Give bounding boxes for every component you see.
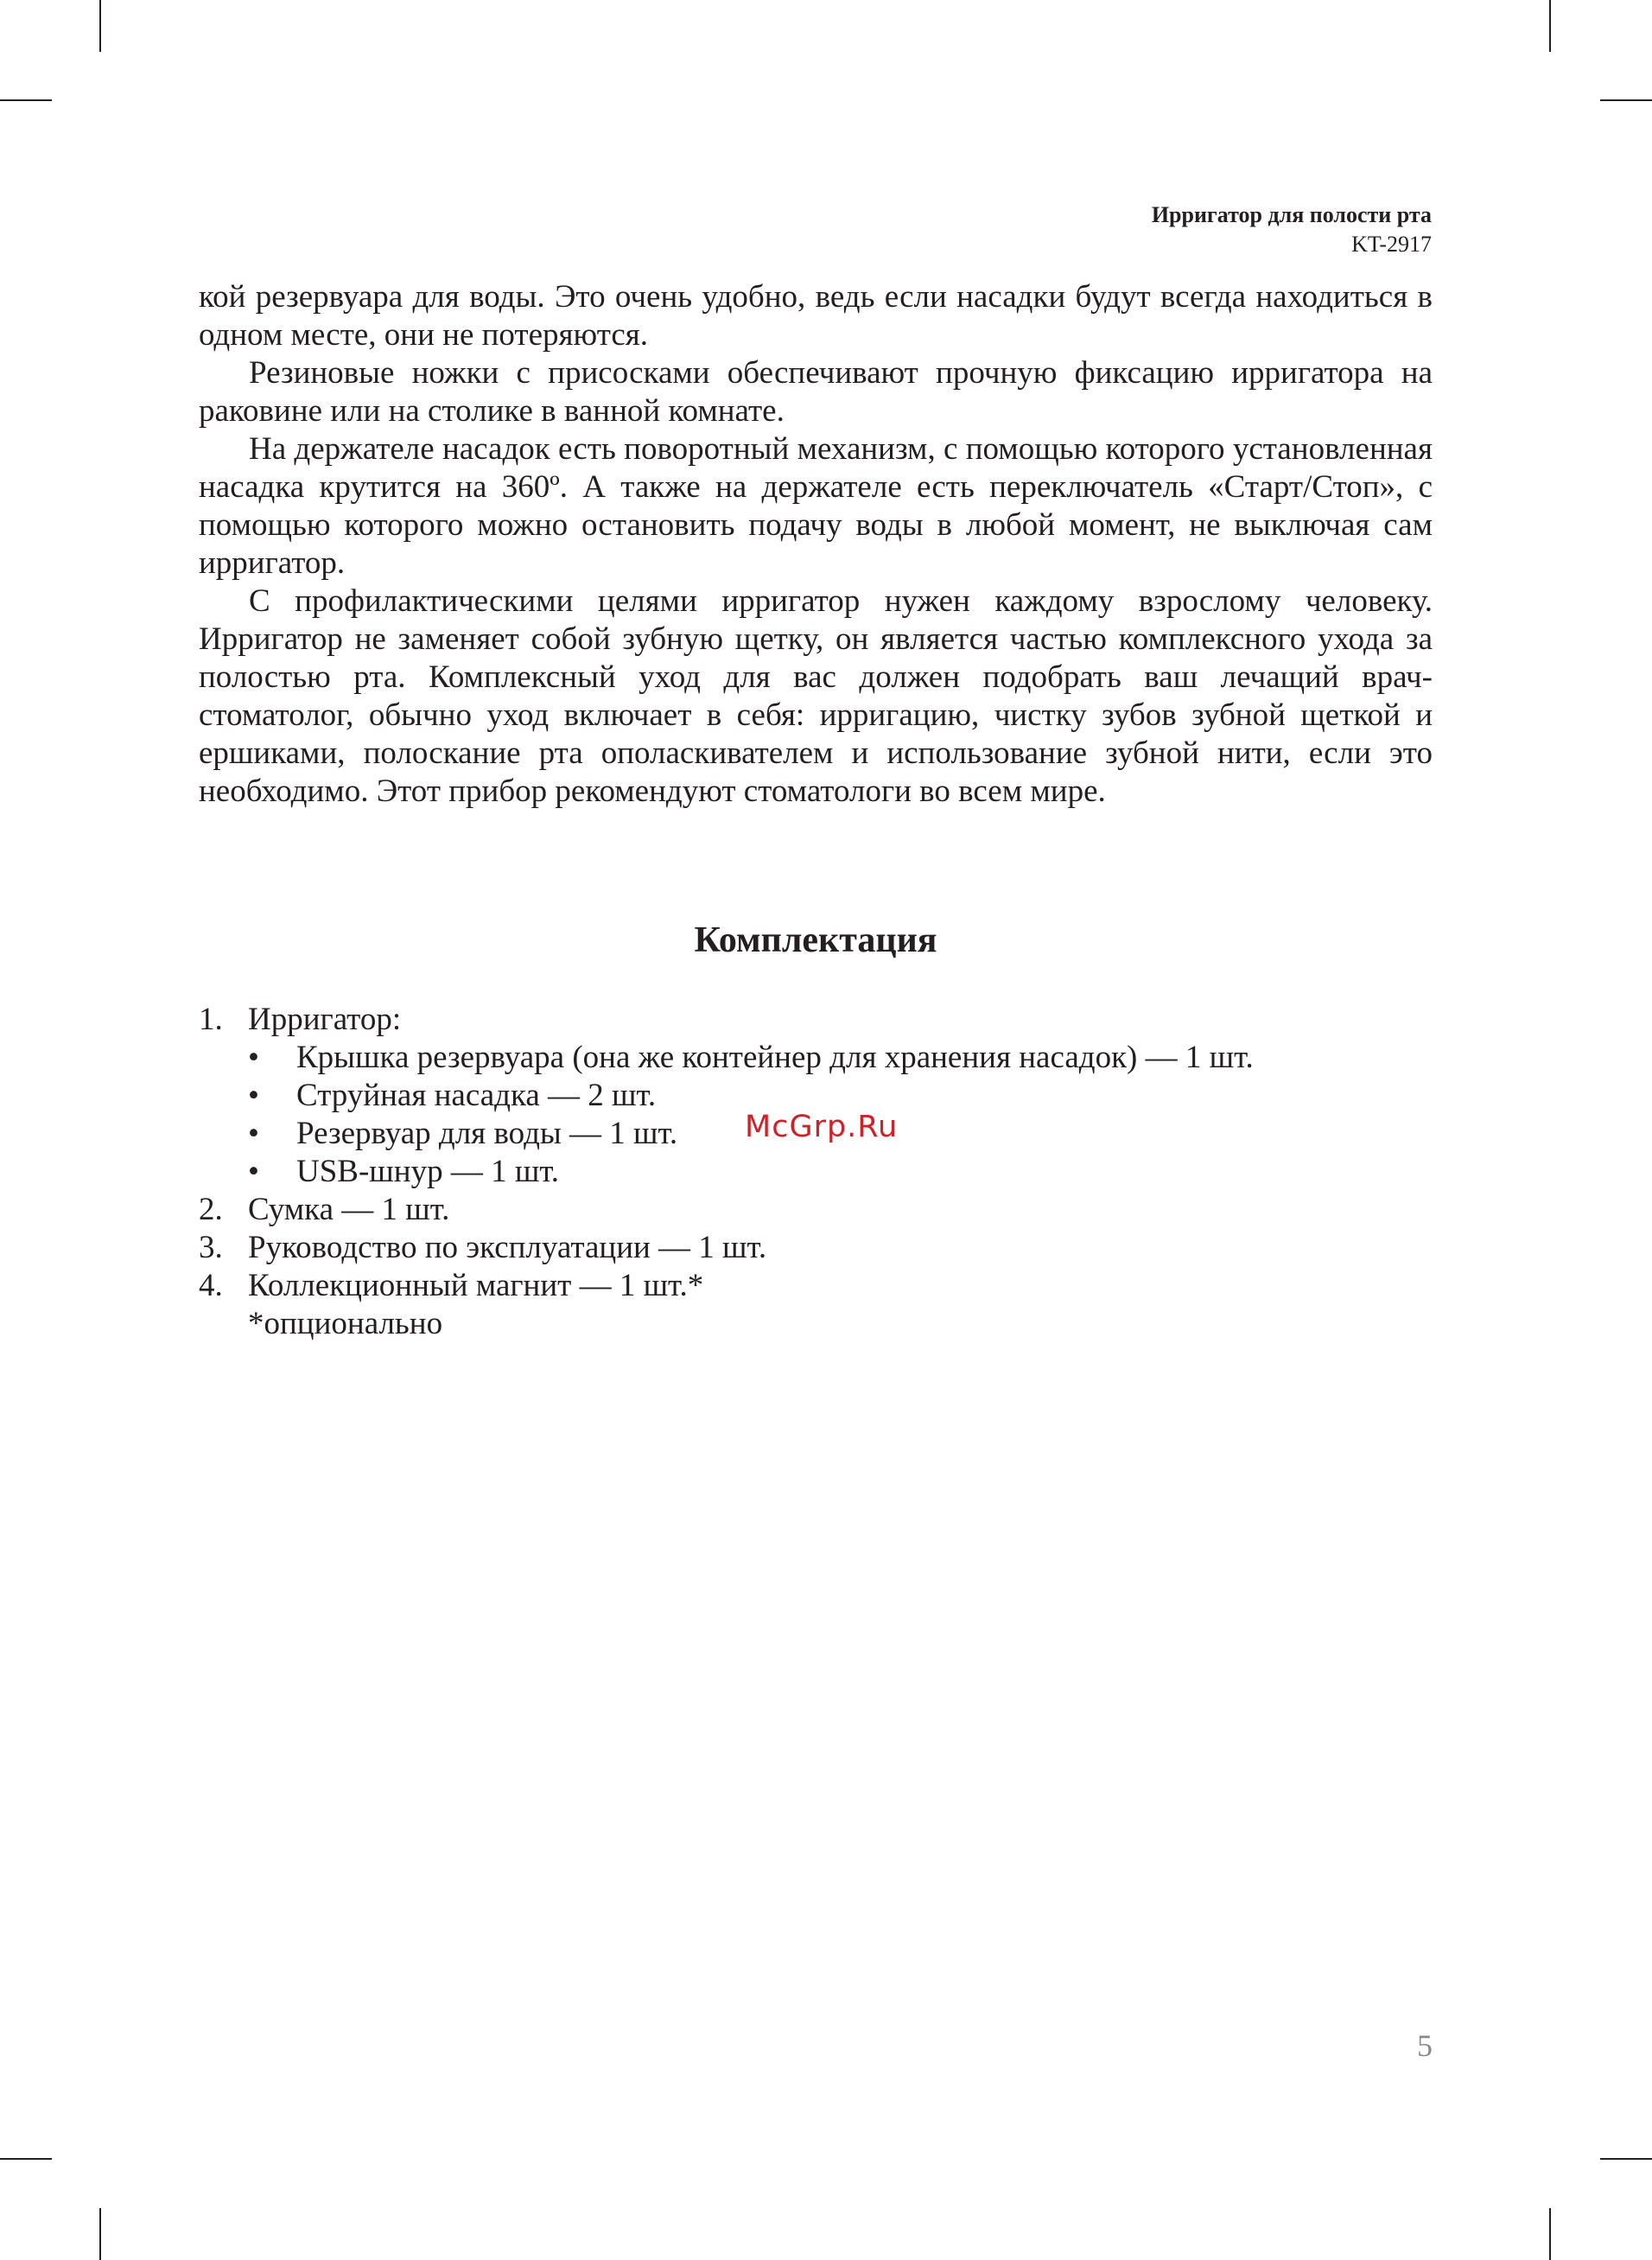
bullet: • bbox=[248, 1078, 259, 1113]
section-title: Комплектация bbox=[694, 920, 937, 960]
paragraph: Резиновые ножки с присосками обеспечивают прочную фиксацию ирригатора на раковине или на столике в ванной комнате. bbox=[199, 355, 1433, 429]
crop-mark bbox=[0, 2158, 52, 2160]
crop-mark bbox=[1549, 0, 1551, 52]
bullet: • bbox=[248, 1040, 259, 1075]
crop-mark bbox=[1600, 99, 1652, 101]
running-header bbox=[1152, 201, 1432, 259]
crop-mark bbox=[0, 99, 52, 101]
list-number: 3. bbox=[199, 1230, 223, 1265]
list-number: 2. bbox=[199, 1192, 223, 1227]
crop-mark bbox=[99, 2208, 101, 2260]
list-item bbox=[199, 1191, 1433, 1229]
bullet: • bbox=[248, 1154, 259, 1189]
list-number: 4. bbox=[199, 1268, 223, 1303]
bullet: • bbox=[248, 1116, 259, 1151]
body-text bbox=[199, 278, 1433, 811]
crop-mark bbox=[1600, 2158, 1652, 2160]
sub-list-item-label: Крышка резервуара (она же контейнер для хранения насадок) — 1 шт. bbox=[296, 1040, 1254, 1075]
list-item-label: Ирригатор: bbox=[248, 1002, 402, 1037]
sub-list-item-label: Струйная насадка — 2 шт. bbox=[296, 1078, 657, 1113]
numbered-list bbox=[199, 1001, 1433, 1305]
paragraph: На держателе насадок есть поворотный механизм, с помощью которого установленная насадка крутится на 360º. А также на держателе есть переключатель «Старт/Стоп», с помощью которого можно остановить подачу воды в любой момент, не выключая сам ирригатор. bbox=[199, 431, 1433, 581]
list-item bbox=[199, 1229, 1433, 1267]
kit-list bbox=[199, 1001, 1433, 1343]
paragraph: С профилактическими целями ирригатор нужен каждому взрослому человеку. Ирригатор не заменяет собой зубную щетку, он является частью комплексного ухода за полостью рта. Комплексный уход для вас должен подобрать ваш лечащий врач-стоматолог, обычно уход включает в себя: ирригацию, чистку зубов зубной щеткой и ершиками, полоскание рта ополаскивателем и использование зубной нити, если это необходимо. Этот прибор рекомендуют стоматологи во всем мире. bbox=[199, 583, 1433, 809]
crop-mark bbox=[99, 0, 101, 52]
list-item-label: Сумка — 1 шт. bbox=[248, 1192, 450, 1227]
list-number: 1. bbox=[199, 1002, 223, 1037]
watermark: McGrp.Ru bbox=[745, 1110, 899, 1144]
header-title: Ирригатор для полости рта bbox=[1151, 202, 1432, 227]
paragraph: кой резервуара для воды. Это очень удобно, ведь если насадки будут всегда находиться в одном месте, они не потеряются. bbox=[199, 279, 1433, 353]
page-number: 5 bbox=[1417, 2028, 1433, 2063]
list-item-label: Руководство по эксплуатации — 1 шт. bbox=[248, 1230, 767, 1265]
sub-list-item-label: Резервуар для воды — 1 шт. bbox=[296, 1116, 678, 1151]
header-model: KT-2917 bbox=[1351, 232, 1432, 257]
footnote: *опционально bbox=[248, 1306, 443, 1341]
list-item-label: Коллекционный магнит — 1 шт.* bbox=[248, 1268, 704, 1303]
sub-list-item-label: USB-шнур — 1 шт. bbox=[296, 1154, 559, 1189]
crop-mark bbox=[1549, 2208, 1551, 2260]
sub-list-item bbox=[248, 1153, 1433, 1191]
list-item bbox=[199, 1001, 1433, 1191]
sub-list-item bbox=[248, 1039, 1433, 1077]
list-item bbox=[199, 1267, 1433, 1305]
